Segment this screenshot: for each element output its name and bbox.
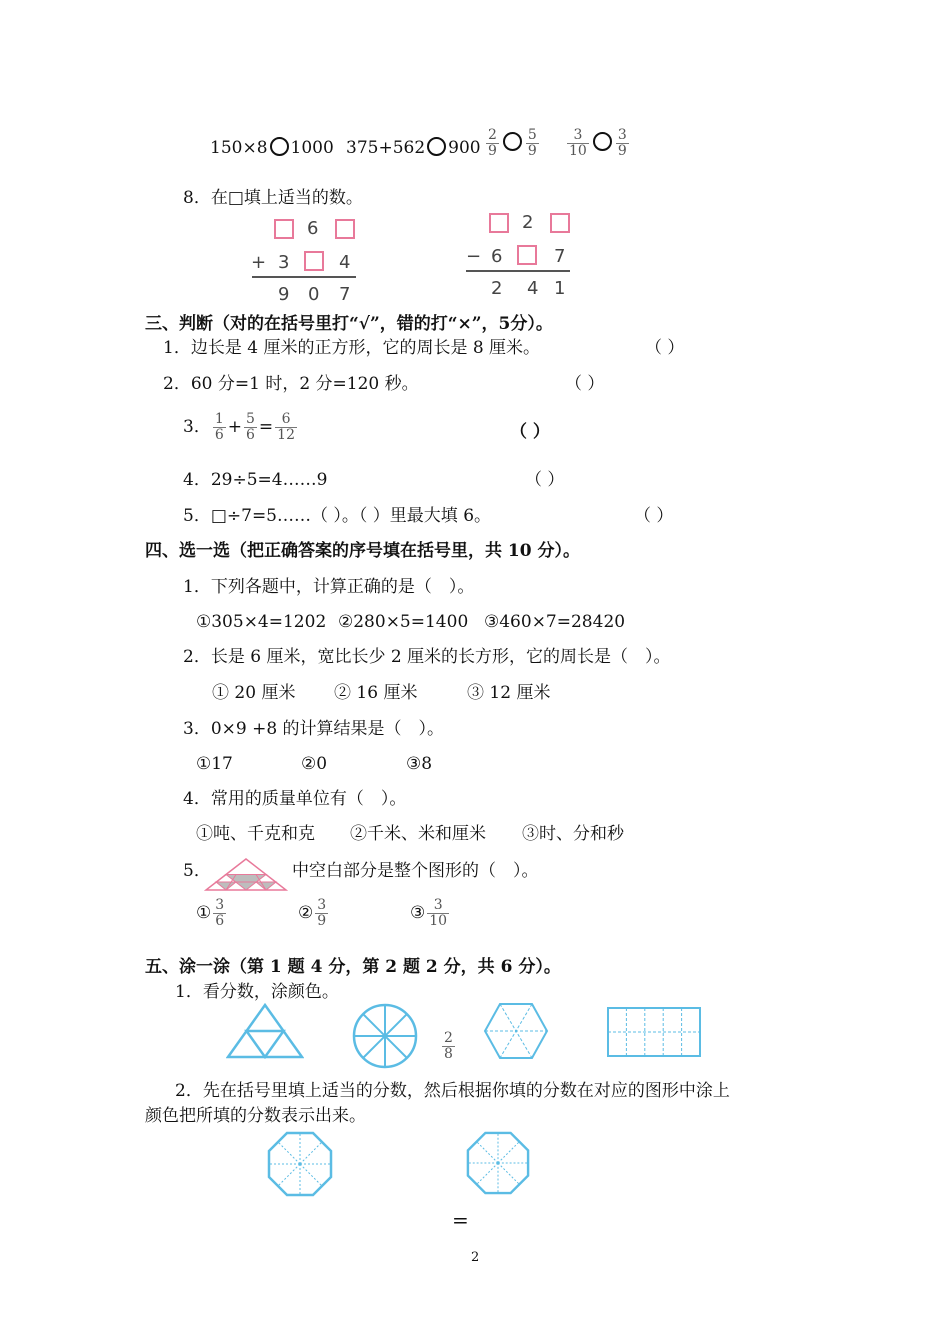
digit: 9 — [278, 284, 290, 305]
fraction: $\frac{5}{6}$ — [246, 411, 255, 443]
hexagon-figure[interactable] — [483, 1002, 549, 1060]
choice-q5-prefix: 5． — [183, 861, 211, 881]
fraction: $\frac{2}{8}$ — [444, 1030, 453, 1062]
digit: 1 — [554, 278, 566, 299]
blank-box[interactable] — [304, 251, 324, 271]
choice-q1-opt1[interactable]: ①305×4=1202 — [196, 612, 327, 632]
choice-q5-opt3[interactable]: ③ $\frac{3}{10}$ — [410, 897, 448, 929]
fraction: $\frac{5}{9}$ — [527, 127, 537, 159]
compare-circle-icon — [503, 132, 522, 151]
difference-line — [466, 270, 570, 272]
judge-item-2: 2．60 分=1 时，2 分=120 秒。 — [163, 374, 419, 394]
sum-line — [252, 276, 356, 278]
choice-q1: 1．下列各题中，计算正确的是（ ）。 — [183, 577, 475, 597]
section-3-title: 三、判断（对的在括号里打“√”，错的打“×”，5分）。 — [145, 314, 553, 334]
compare-row — [210, 137, 334, 158]
choice-q5: 中空白部分是整个图形的（ ）。 — [292, 861, 539, 881]
judge-item-4: 4．29÷5=4……9 — [183, 470, 328, 490]
compare-circle-icon — [593, 132, 612, 151]
page-number: 2 — [471, 1250, 480, 1265]
color-q2-line2: 颜色把所填的分数表示出来。 — [145, 1106, 366, 1126]
compare-circle-icon — [427, 137, 446, 156]
choice-q2-opt3[interactable]: ③ 12 厘米 — [467, 683, 551, 703]
digit: 0 — [308, 284, 320, 305]
choice-q2: 2．长是 6 厘米，宽比长少 2 厘米的长方形，它的周长是（ ）。 — [183, 647, 671, 667]
fraction: $\frac{3}{10}$ — [429, 897, 448, 929]
fraction: $\frac{1}{6}$ — [214, 411, 224, 443]
section-5-title: 五、涂一涂（第 1 题 4 分，第 2 题 2 分，共 6 分）。 — [145, 957, 561, 977]
judge-paren-3[interactable]: （ ） — [510, 422, 550, 442]
section-4-title: 四、选一选（把正确答案的序号填在括号里，共 10 分）。 — [145, 541, 580, 561]
compare-circle-icon — [270, 137, 289, 156]
digit: 4 — [527, 278, 539, 299]
operator: + — [251, 252, 267, 273]
compare-b-right: 900 — [448, 138, 481, 158]
digit: 7 — [339, 284, 351, 305]
digit: 6 — [307, 218, 319, 239]
triangle-figure — [204, 857, 288, 893]
octagon-figure-right[interactable] — [465, 1130, 531, 1196]
digit: 2 — [491, 278, 503, 299]
q8-text: 8．在□填上适当的数。 — [183, 188, 363, 208]
choice-q1-opt2[interactable]: ②280×5=1400 — [338, 612, 469, 632]
fraction: $\frac{6}{12}$ — [277, 411, 295, 443]
choice-q2-opt1[interactable]: ① 20 厘米 — [212, 683, 296, 703]
choice-q4-opt1[interactable]: ①吨、千克和克 — [196, 824, 315, 844]
rectangle-grid-figure[interactable] — [606, 1006, 702, 1058]
compare-b-left: 375+562 — [346, 138, 426, 158]
digit: 3 — [278, 252, 290, 273]
judge-paren-2[interactable]: （ ） — [565, 374, 605, 394]
choice-q4: 4．常用的质量单位有（ ）。 — [183, 789, 407, 809]
octagon-figure-left[interactable] — [266, 1130, 334, 1198]
fraction: $\frac{3}{6}$ — [215, 897, 225, 929]
judge-item-1: 1．边长是 4 厘米的正方形，它的周长是 8 厘米。 — [163, 338, 541, 358]
color-q2-line1: 2．先在括号里填上适当的分数，然后根据你填的分数在对应的图形中涂上 — [175, 1081, 730, 1101]
choice-q5-opt1[interactable]: ① $\frac{3}{6}$ — [196, 897, 225, 929]
equals-sign: = — [452, 1208, 469, 1232]
fraction: $\frac{2}{9}$ — [488, 127, 497, 159]
triangle-grid-figure[interactable] — [226, 1003, 304, 1059]
choice-q3-opt1[interactable]: ①17 — [196, 754, 233, 774]
fraction: $\frac{3}{9}$ — [617, 127, 627, 159]
compare-a-right: 1000 — [290, 138, 334, 158]
compare-c — [484, 128, 541, 159]
color-q1: 1．看分数，涂颜色。 — [175, 982, 339, 1002]
choice-q1-opt3[interactable]: ③460×7=28420 — [484, 612, 626, 632]
digit: 6 — [491, 246, 503, 267]
blank-box[interactable] — [489, 213, 509, 233]
choice-q4-opt3[interactable]: ③时、分和秒 — [522, 824, 624, 844]
circle-sectors-figure[interactable] — [351, 1002, 419, 1070]
compare-a-left: 150×8 — [210, 138, 268, 158]
fraction: $\frac{3}{10}$ — [569, 127, 587, 159]
blank-box[interactable] — [550, 213, 570, 233]
judge-paren-5[interactable]: （ ） — [634, 506, 674, 526]
blank-box[interactable] — [335, 219, 355, 239]
compare-b — [346, 137, 481, 158]
choice-q2-opt2[interactable]: ② 16 厘米 — [334, 683, 418, 703]
blank-box[interactable] — [517, 245, 537, 265]
blank-box[interactable] — [274, 219, 294, 239]
choice-q3: 3．0×9 +8 的计算结果是（ ）。 — [183, 719, 445, 739]
choice-q3-opt2[interactable]: ②0 — [301, 754, 328, 774]
choice-q3-opt3[interactable]: ③8 — [406, 754, 433, 774]
digit: 4 — [339, 252, 351, 273]
color-q1-fraction — [440, 1031, 457, 1062]
digit: 7 — [554, 246, 566, 267]
judge-paren-4[interactable]: （ ） — [525, 470, 565, 490]
judge-item-3: 3． $\frac{1}{6}$ + $\frac{5}{6}$ = $\frac{6}{12}$ — [183, 411, 295, 443]
judge-item-5: 5．□÷7=5……（ ）。（ ）里最大填 6。 — [183, 506, 492, 526]
choice-q5-opt2[interactable]: ② $\frac{3}{9}$ — [298, 897, 327, 929]
digit: 2 — [522, 212, 534, 233]
choice-q4-opt2[interactable]: ②千米、米和厘米 — [350, 824, 486, 844]
judge-paren-1[interactable]: （ ） — [645, 338, 685, 358]
fraction: $\frac{3}{9}$ — [317, 897, 327, 929]
operator: − — [466, 246, 482, 267]
compare-d — [565, 128, 631, 159]
